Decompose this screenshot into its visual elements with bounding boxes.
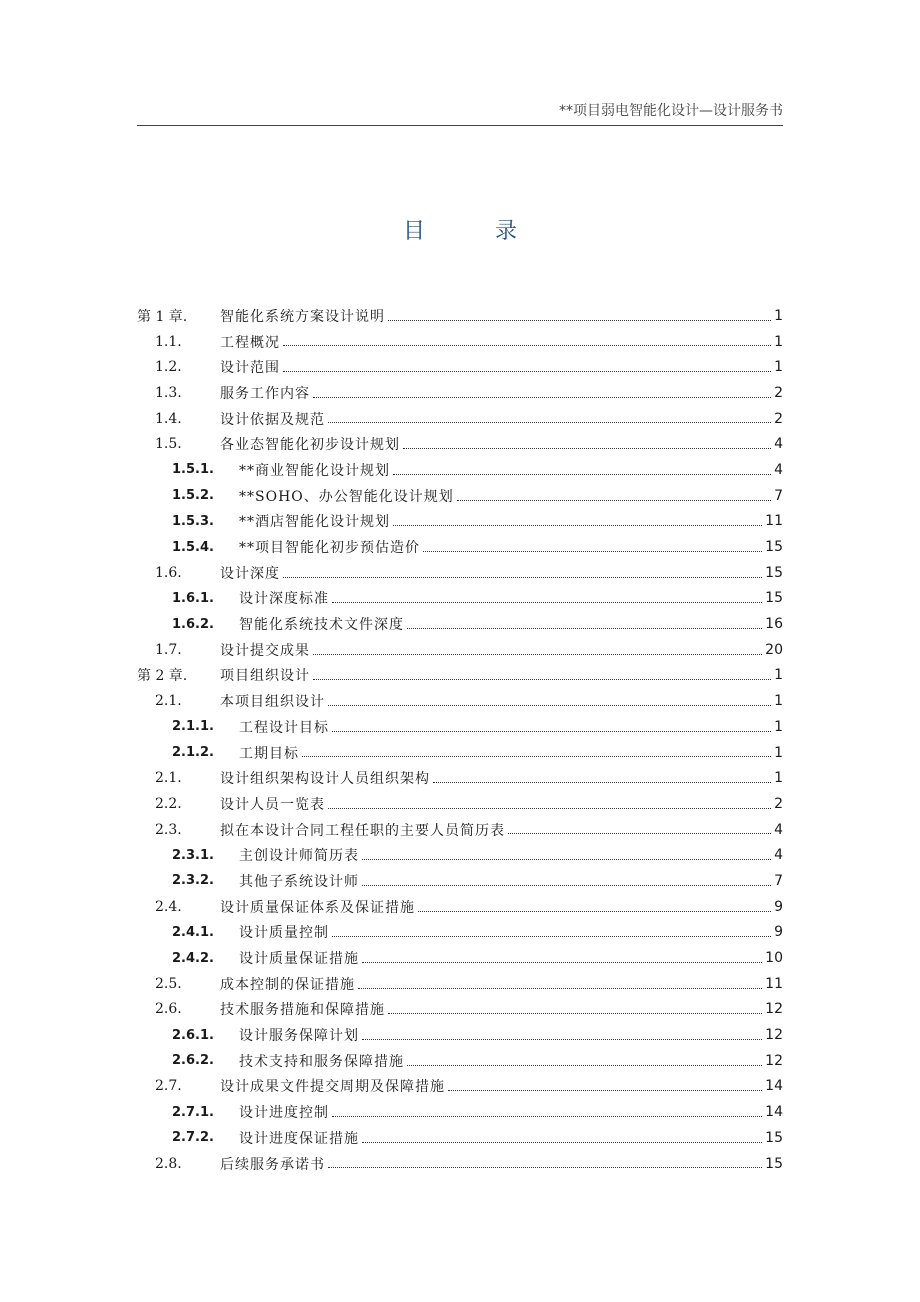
toc-entry-number: 2.3.2.: [172, 873, 214, 889]
toc-entry-page: 12: [765, 1001, 783, 1018]
toc-dot-leader: [332, 601, 762, 603]
toc-entry-title: 项目组织设计: [220, 668, 310, 685]
toc-entry-page: 4: [774, 821, 783, 838]
toc-title-char-1: 目: [402, 219, 495, 244]
toc-entry-number: 1.6.2.: [172, 616, 214, 632]
toc-entry-page: 2: [774, 410, 783, 427]
toc-entry-page: 16: [765, 616, 783, 633]
toc-entry-number: 1.2.: [155, 359, 182, 376]
toc-entry-number: 2.7.1.: [172, 1104, 214, 1120]
toc-entry-page: 2: [774, 384, 783, 401]
toc-entry-title: 成本控制的保证措施: [220, 976, 355, 993]
toc-entry-page: 7: [774, 487, 783, 504]
toc-entry-title: 工期目标: [239, 745, 299, 762]
toc-entry-title: 技术支持和服务保障措施: [239, 1053, 404, 1070]
toc-entry-number: 2.6.2.: [172, 1053, 214, 1069]
toc-dot-leader: [457, 499, 771, 501]
toc-entry-number: 2.2.: [155, 795, 182, 812]
toc-entry-title: 设计深度: [220, 565, 280, 582]
toc-dot-leader: [407, 627, 762, 629]
toc-entry-title: 本项目组织设计: [220, 694, 325, 711]
toc-dot-leader: [362, 961, 762, 963]
toc-entry-number: 1.5.1.: [172, 462, 214, 478]
toc-entry-number: 2.3.: [155, 821, 182, 838]
toc-entry-page: 10: [765, 950, 783, 967]
toc-entry-title: **商业智能化设计规划: [239, 462, 390, 479]
toc-entry[interactable]: [137, 714, 783, 740]
toc-entry-page: 7: [774, 872, 783, 889]
toc-dot-leader: [423, 550, 762, 552]
toc-entry-page: 4: [774, 847, 783, 864]
toc-entry[interactable]: [137, 303, 783, 329]
toc-entry-number: 1.5.2.: [172, 488, 214, 504]
toc-entry[interactable]: [137, 997, 783, 1023]
toc-dot-leader: [433, 781, 771, 783]
toc-entry[interactable]: [137, 637, 783, 663]
toc-entry[interactable]: [137, 380, 783, 406]
toc-entry-title: 设计组织架构设计人员组织架构: [220, 771, 430, 788]
header-divider: [137, 125, 783, 126]
toc-entry[interactable]: [137, 534, 783, 560]
toc-entry-page: 14: [765, 1104, 783, 1121]
toc-entry-title: 设计质量保证措施: [239, 951, 359, 968]
toc-entry-page: 1: [774, 718, 783, 735]
toc-entry-page: 4: [774, 461, 783, 478]
toc-entry-page: 1: [774, 693, 783, 710]
toc-entry-page: 1: [774, 667, 783, 684]
toc-entry[interactable]: [137, 1125, 783, 1151]
toc-entry-title: 工程设计目标: [239, 719, 329, 736]
toc-entry-page: 4: [774, 436, 783, 453]
toc-entry[interactable]: [137, 457, 783, 483]
toc-entry[interactable]: [137, 817, 783, 843]
toc-entry-page: 15: [765, 539, 783, 556]
toc-entry-number: 2.4.: [155, 898, 182, 915]
toc-dot-leader: [362, 1141, 762, 1143]
toc-entry-number: 2.4.2.: [172, 950, 214, 966]
toc-entry[interactable]: [137, 1048, 783, 1074]
toc-title: [0, 214, 920, 245]
toc-entry-page: 1: [774, 744, 783, 761]
toc-entry[interactable]: [137, 354, 783, 380]
toc-entry-title: 设计质量保证体系及保证措施: [220, 899, 415, 916]
toc-dot-leader: [328, 1166, 762, 1168]
toc-entry-title: 设计进度控制: [239, 1105, 329, 1122]
toc-entry-title: 服务工作内容: [220, 385, 310, 402]
toc-entry-page: 14: [765, 1078, 783, 1095]
toc-entry-page: 15: [765, 564, 783, 581]
toc-entry[interactable]: [137, 971, 783, 997]
toc-entry-title: 后续服务承诺书: [220, 1156, 325, 1173]
toc-dot-leader: [362, 884, 771, 886]
toc-entry[interactable]: [137, 945, 783, 971]
toc-entry[interactable]: [137, 586, 783, 612]
toc-entry-title: 设计范围: [220, 360, 280, 377]
toc-entry-title: 设计人员一览表: [220, 796, 325, 813]
toc-entry-page: 1: [774, 770, 783, 787]
page-header: **项目弱电智能化设计—设计服务书: [559, 103, 783, 119]
toc-entry-number: 2.4.1.: [172, 924, 214, 940]
toc-entry-page: 1: [774, 359, 783, 376]
toc-dot-leader: [388, 1012, 762, 1014]
toc-entry-number: 2.8.: [155, 1155, 182, 1172]
toc-entry-page: 12: [765, 1027, 783, 1044]
toc-dot-leader: [332, 1115, 762, 1117]
toc-entry[interactable]: [137, 483, 783, 509]
toc-entry[interactable]: [137, 1074, 783, 1100]
toc-entry-number: 1.7.: [155, 641, 182, 658]
toc-dot-leader: [362, 1038, 762, 1040]
toc-entry[interactable]: [137, 560, 783, 586]
toc-dot-leader: [393, 473, 771, 475]
toc-entry[interactable]: [137, 894, 783, 920]
toc-entry-title: 各业态智能化初步设计规划: [220, 437, 400, 454]
toc-entry-number: 2.6.1.: [172, 1027, 214, 1043]
toc-entry-page: 15: [765, 1155, 783, 1172]
toc-entry-number: 第 2 章.: [137, 668, 188, 685]
toc-entry[interactable]: [137, 1022, 783, 1048]
toc-entry-page: 15: [765, 1129, 783, 1146]
table-of-contents: [137, 303, 783, 1176]
toc-dot-leader: [403, 447, 771, 449]
toc-entry-title: 设计质量控制: [239, 925, 329, 942]
toc-entry-title: 其他子系统设计师: [239, 873, 359, 890]
toc-entry[interactable]: [137, 1151, 783, 1177]
toc-entry[interactable]: [137, 509, 783, 535]
toc-entry[interactable]: [137, 663, 783, 689]
toc-entry-page: 20: [765, 641, 783, 658]
toc-entry-page: 15: [765, 590, 783, 607]
toc-entry-page: 11: [765, 513, 783, 530]
toc-entry[interactable]: [137, 406, 783, 432]
toc-entry-title: 智能化系统技术文件深度: [239, 617, 404, 634]
toc-dot-leader: [418, 910, 771, 912]
toc-entry-page: 11: [765, 975, 783, 992]
toc-dot-leader: [302, 755, 771, 757]
toc-entry[interactable]: [137, 920, 783, 946]
toc-entry-title: 技术服务措施和保障措施: [220, 1002, 385, 1019]
toc-entry[interactable]: [137, 740, 783, 766]
toc-entry-number: 1.4.: [155, 410, 182, 427]
toc-entry-page: 2: [774, 795, 783, 812]
toc-entry[interactable]: [137, 329, 783, 355]
toc-entry-number: 1.3.: [155, 384, 182, 401]
toc-entry-number: 1.1.: [155, 333, 182, 350]
toc-entry-page: 1: [774, 333, 783, 350]
toc-dot-leader: [332, 730, 771, 732]
toc-entry-title: 设计成果文件提交周期及保障措施: [220, 1079, 445, 1096]
toc-entry-title: 设计依据及规范: [220, 411, 325, 428]
toc-entry-number: 1.5.3.: [172, 513, 214, 529]
toc-entry-number: 1.6.1.: [172, 590, 214, 606]
toc-entry-number: 2.3.1.: [172, 847, 214, 863]
toc-dot-leader: [508, 832, 771, 834]
toc-entry-number: 1.5.4.: [172, 539, 214, 555]
toc-entry-title: 设计进度保证措施: [239, 1130, 359, 1147]
toc-entry[interactable]: [137, 765, 783, 791]
toc-entry-number: 第 1 章.: [137, 308, 188, 325]
toc-dot-leader: [313, 678, 771, 680]
toc-entry[interactable]: [137, 1099, 783, 1125]
toc-title-char-2: 录: [495, 219, 588, 244]
toc-entry-number: 2.7.2.: [172, 1130, 214, 1146]
toc-entry-page: 1: [774, 307, 783, 324]
toc-entry-title: **项目智能化初步预估造价: [239, 540, 420, 557]
toc-entry[interactable]: [137, 868, 783, 894]
toc-entry-number: 2.5.: [155, 975, 182, 992]
toc-dot-leader: [407, 1064, 762, 1066]
toc-dot-leader: [362, 858, 771, 860]
toc-entry-title: **SOHO、办公智能化设计规划: [239, 488, 454, 505]
toc-entry-number: 2.6.: [155, 1001, 182, 1018]
toc-entry-number: 1.6.: [155, 564, 182, 581]
toc-entry-title: 智能化系统方案设计说明: [220, 308, 385, 325]
toc-entry[interactable]: [137, 431, 783, 457]
toc-entry-title: 主创设计师简历表: [239, 848, 359, 865]
toc-entry-page: 9: [774, 898, 783, 915]
toc-dot-leader: [332, 935, 771, 937]
toc-dot-leader: [448, 1089, 762, 1091]
toc-entry[interactable]: [137, 688, 783, 714]
toc-entry-title: 设计提交成果: [220, 642, 310, 659]
toc-dot-leader: [313, 653, 762, 655]
toc-dot-leader: [328, 807, 771, 809]
toc-entry-page: 9: [774, 924, 783, 941]
toc-dot-leader: [283, 370, 771, 372]
toc-dot-leader: [313, 396, 771, 398]
toc-entry-number: 2.1.2.: [172, 745, 214, 761]
toc-dot-leader: [283, 344, 771, 346]
toc-entry-number: 2.7.: [155, 1078, 182, 1095]
toc-entry-number: 2.1.1.: [172, 719, 214, 735]
toc-entry[interactable]: [137, 611, 783, 637]
toc-dot-leader: [388, 319, 771, 321]
toc-entry-number: 2.1.: [155, 693, 182, 710]
toc-entry[interactable]: [137, 791, 783, 817]
toc-entry-title: 拟在本设计合同工程任职的主要人员简历表: [220, 822, 505, 839]
toc-dot-leader: [328, 421, 771, 423]
toc-entry-page: 12: [765, 1052, 783, 1069]
toc-dot-leader: [283, 576, 762, 578]
toc-entry[interactable]: [137, 842, 783, 868]
toc-entry-title: **酒店智能化设计规划: [239, 514, 390, 531]
toc-dot-leader: [358, 987, 762, 989]
toc-entry-title: 工程概况: [220, 334, 280, 351]
toc-entry-number: 1.5.: [155, 436, 182, 453]
toc-dot-leader: [328, 704, 771, 706]
toc-entry-title: 设计服务保障计划: [239, 1028, 359, 1045]
toc-entry-number: 2.1.: [155, 770, 182, 787]
toc-entry-title: 设计深度标准: [239, 591, 329, 608]
toc-dot-leader: [393, 524, 762, 526]
